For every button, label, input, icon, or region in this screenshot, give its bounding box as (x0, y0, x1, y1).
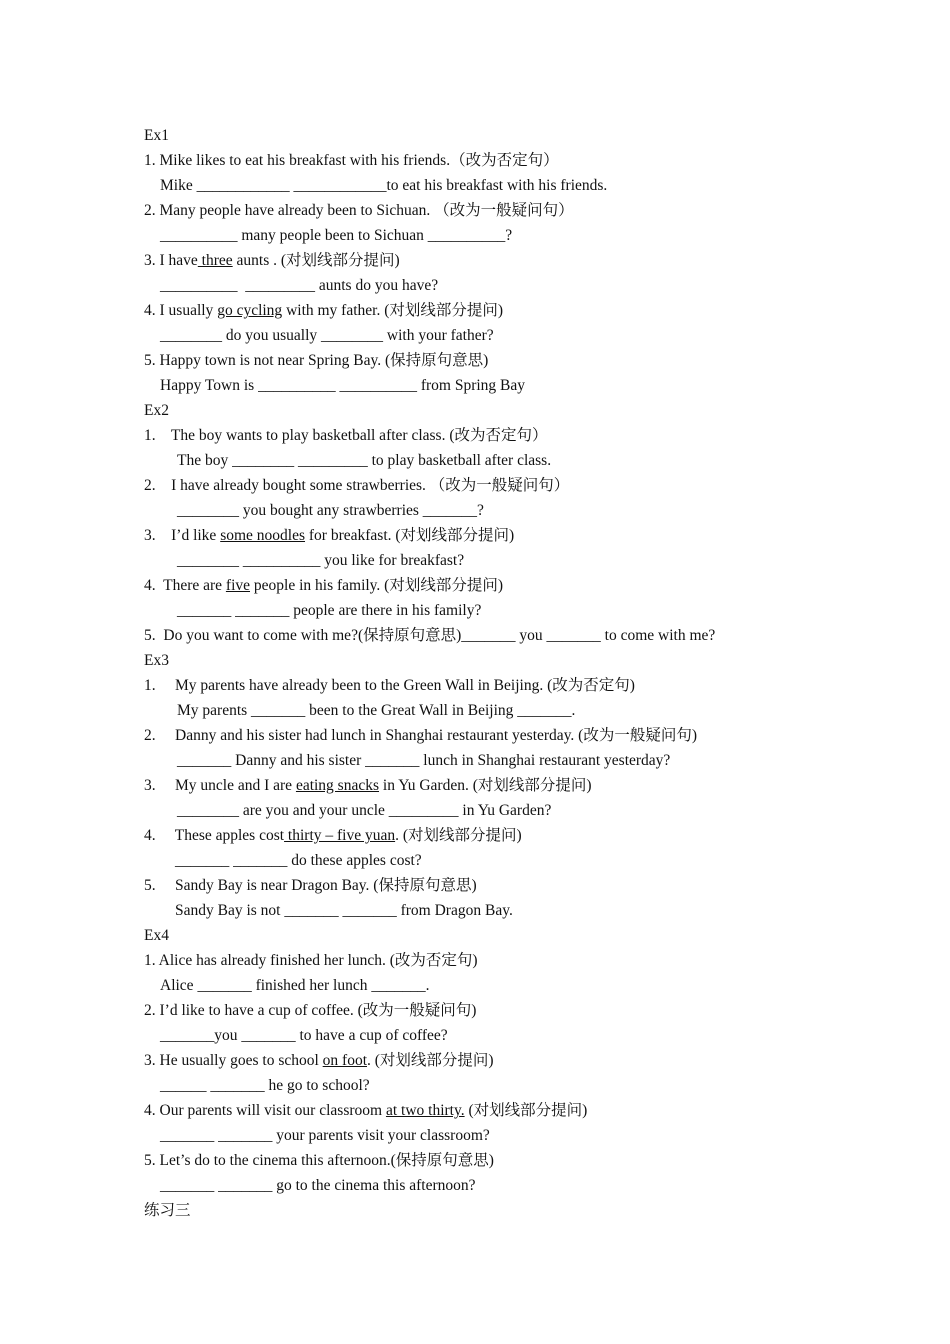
text-segment: 1. My parents have already been to the Green Wall in Beijing. (改为否定句) (144, 677, 635, 694)
text-segment: for breakfast. (对划线部分提问) (305, 527, 515, 544)
text-segment: _______ _______ your parents visit your classroom? (160, 1127, 490, 1144)
ex4-line (160, 1076, 370, 1096)
text-segment: Alice _______ finished her lunch _______. (160, 977, 430, 994)
ex3-line (144, 876, 477, 896)
text-segment: (对划线部分提问) (464, 1102, 588, 1119)
ex2-heading: Ex2 (144, 402, 169, 419)
text-segment: _______you _______ to have a cup of coffee? (160, 1027, 448, 1044)
ex1-line (144, 351, 488, 371)
ex2-line (144, 576, 503, 596)
text-segment: . (对划线部分提问) (367, 1052, 494, 1069)
ex3-heading: Ex3 (144, 652, 169, 669)
ex3-line (144, 826, 522, 846)
text-segment: ________ you bought any strawberries _______? (177, 502, 484, 519)
ex2-line (144, 426, 548, 446)
text-segment: __________ many people been to Sichuan __________? (160, 227, 513, 244)
text-segment: _______ _______ people are there in his family? (177, 602, 482, 619)
text-segment: _______ _______ go to the cinema this afternoon? (160, 1177, 476, 1194)
text-segment: Mike ____________ ____________to eat his breakfast with his friends. (160, 177, 608, 194)
text-segment: 3. He usually goes to school (144, 1052, 323, 1069)
text-segment: Happy Town is __________ __________ from Spring Bay (160, 377, 526, 394)
text-segment: 4. Our parents will visit our classroom (144, 1102, 386, 1119)
text-segment: 5. Sandy Bay is near Dragon Bay. (保持原句意思) (144, 877, 477, 894)
underlined-text: three (197, 252, 233, 269)
ex2-line (144, 626, 715, 646)
ex3-line (144, 676, 635, 696)
ex2-line (144, 476, 569, 496)
ex2-line (177, 451, 551, 471)
text-segment: 3. I’d like (144, 527, 221, 544)
ex1-line (144, 301, 503, 321)
text-segment: ________ __________ you like for breakfast? (177, 552, 465, 569)
ex4-line (160, 1026, 448, 1046)
ex3-line (177, 701, 575, 721)
ex1-line (160, 176, 607, 196)
text-segment: 3. My uncle and I are (144, 777, 296, 794)
ex4-line (144, 951, 478, 971)
underlined-text: thirty – five yuan (284, 827, 396, 844)
text-segment: The boy ________ _________ to play basketball after class. (177, 452, 552, 469)
ex4-line (160, 1126, 490, 1146)
text-segment: Sandy Bay is not _______ _______ from Dragon Bay. (175, 902, 513, 919)
ex1-line (160, 326, 494, 346)
text-segment: in Yu Garden. (对划线部分提问) (379, 777, 592, 794)
ex1-heading: Ex1 (144, 127, 169, 144)
ex2-line (144, 526, 514, 546)
underlined-text: some noodles (220, 527, 306, 544)
text-segment: 1. Alice has already finished her lunch. (改为否定句) (144, 952, 478, 969)
text-segment: 4. These apples cost (144, 827, 285, 844)
text-segment: 5. Do you want to come with me?(保持原句意思)_______ you _______ to come with me? (144, 627, 716, 644)
ex1-line (160, 276, 438, 296)
ex3-line (175, 851, 422, 871)
text-segment: 1. The boy wants to play basketball after class. (改为否定句） (144, 427, 548, 444)
text-segment: _______ _______ do these apples cost? (175, 852, 422, 869)
ex4-line (144, 1001, 476, 1021)
text-segment: 2. I have already bought some strawberries. （改为一般疑问句） (144, 477, 570, 494)
text-segment: 2. I’d like to have a cup of coffee. (改为一般疑问句) (144, 1002, 477, 1019)
text-segment: 1. Mike likes to eat his breakfast with his friends.（改为否定句） (144, 152, 559, 169)
text-segment: 2. Danny and his sister had lunch in Shanghai restaurant yesterday. (改为一般疑问句) (144, 727, 698, 744)
ex2-line (177, 601, 481, 621)
text-segment: . (对划线部分提问) (395, 827, 522, 844)
text-segment: ________ do you usually ________ with your father? (160, 327, 494, 344)
ex3-line (177, 751, 670, 771)
ex4-line (144, 1151, 494, 1171)
text-segment: 4. I usually (144, 302, 218, 319)
ex4-line (160, 1176, 476, 1196)
underlined-text: eating snacks (295, 777, 380, 794)
ex2-line (177, 551, 464, 571)
text-segment: 5. Let’s do to the cinema this afternoon.(保持原句意思) (144, 1152, 494, 1169)
ex4-line (144, 1101, 587, 1121)
ex1-line (144, 251, 400, 271)
text-segment: My parents _______ been to the Great Wall in Beijing _______. (177, 702, 576, 719)
underlined-text: go cycling (217, 302, 283, 319)
ex2-line (177, 501, 484, 521)
ex3-line (177, 801, 551, 821)
text-segment: _______ Danny and his sister _______ lunch in Shanghai restaurant yesterday? (177, 752, 671, 769)
text-segment: 5. Happy town is not near Spring Bay. (保持原句意思) (144, 352, 489, 369)
ex3-line (144, 726, 697, 746)
text-segment: with my father. (对划线部分提问) (282, 302, 504, 319)
text-segment: people in his family. (对划线部分提问) (250, 577, 504, 594)
text-segment: 2. Many people have already been to Sichuan. （改为一般疑问句） (144, 202, 574, 219)
ex4-heading: Ex4 (144, 927, 169, 944)
text-segment: __________ _________ aunts do you have? (160, 277, 439, 294)
ex4-line (144, 1051, 494, 1071)
ex3-line (144, 776, 592, 796)
underlined-text: at two thirty. (385, 1102, 465, 1119)
ex1-line (144, 151, 559, 171)
text-segment: 4. There are (144, 577, 226, 594)
underlined-text: five (225, 577, 251, 594)
text-segment: ______ _______ he go to school? (160, 1077, 370, 1094)
ex4-line (160, 976, 429, 996)
text-segment: ________ are you and your uncle _________ in Yu Garden? (177, 802, 552, 819)
text-segment: 3. I have (144, 252, 198, 269)
ex1-line (160, 376, 525, 396)
ex1-line (144, 201, 574, 221)
underlined-text: on foot (322, 1052, 368, 1069)
footer-heading: 练习三 (144, 1202, 191, 1219)
text-segment: aunts . (对划线部分提问) (232, 252, 400, 269)
ex1-line (160, 226, 512, 246)
ex3-line (175, 901, 513, 921)
